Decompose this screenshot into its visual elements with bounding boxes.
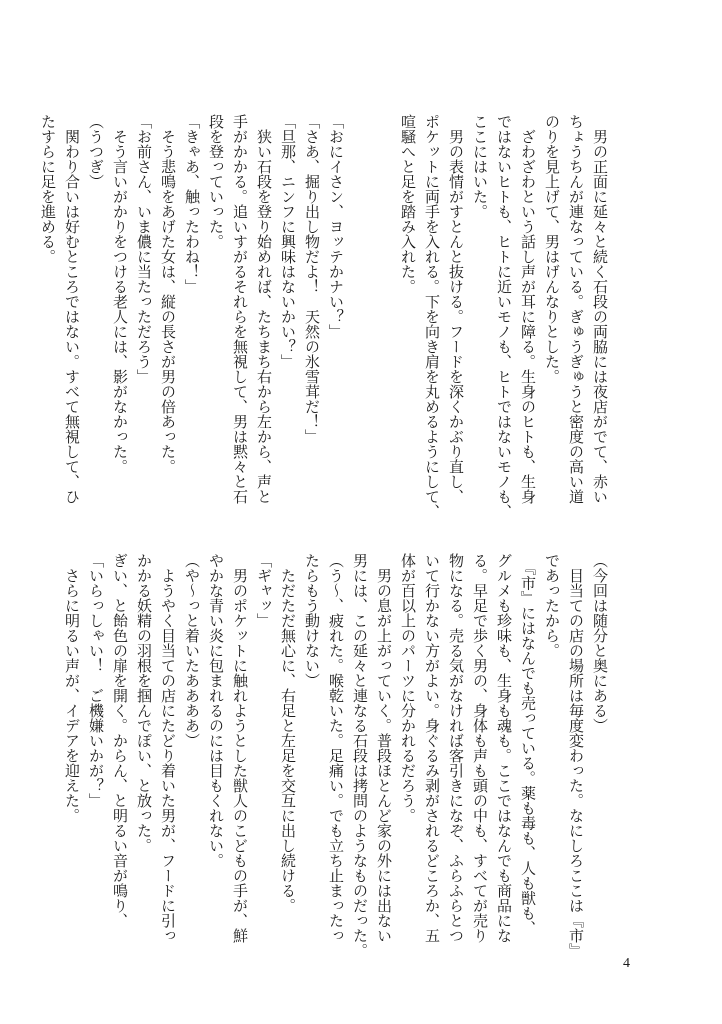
text-line: （う〜、疲れた。喉乾いた。足痛い。でも立ち止まったっ (327, 553, 345, 943)
text-line: 男の表情がすとんと抜ける。フードを深くかぶり直し、 (447, 114, 465, 504)
text-line: 男には、この延々と連なる石段は拷問のようなものだった。 (351, 553, 369, 958)
text-line: ぎい、と飴色の扉を開く。からん、と明るい音が鳴り、 (111, 553, 129, 928)
text-line: 喧騒へと足を踏み入れた。 (399, 114, 417, 294)
text-line: 「旦那、ニンフに興味はないかい？」 (279, 114, 297, 369)
text-line: 狭い石段を登り始めれば、たちまち右から左から、声と (255, 114, 273, 504)
text-line: そう悲鳴をあげた女は、縦の長さが男の倍あった。 (159, 114, 177, 474)
text-line: ここにはいた。 (471, 114, 489, 219)
text-line: （や〜っと着いたああああ） (183, 553, 201, 748)
text-line: のりを見上げて、男はげんなりとした。 (543, 114, 561, 384)
text-line: 段を登っていった。 (207, 114, 225, 249)
text-line (372, 114, 396, 514)
lower-text-block (60, 553, 612, 958)
text-line: 「お前さん、いま儂に当たっただろう」 (135, 114, 153, 384)
upper-text-block (36, 114, 612, 519)
text-line: 「いらっしゃい！ ご機嫌いかが？」 (87, 553, 105, 808)
text-line: 男のポケットに触れようとした獣人のこどもの手が、鮮 (231, 553, 249, 943)
text-line: る。早足で歩く男の、身体も声も頭の中も、すべてが売り (471, 553, 489, 943)
text-line: ようやく目当ての店にたどり着いた男が、フードに引っ (159, 553, 177, 943)
text-line: そう言いがかりをつける老人には、影がなかった。 (111, 114, 129, 474)
page-number: 4 (623, 956, 630, 971)
text-line: 「おにイさン、ヨッテかナい？」 (327, 114, 345, 339)
text-line: 男の息が上がっていく。普段ほとんど家の外には出ない (375, 553, 393, 943)
text-line: かかる妖精の羽根を掴んでぽい、と放った。 (135, 553, 153, 853)
text-line: 「ギャッ」 (255, 553, 273, 628)
text-line: ポケットに両手を入れる。下を向き肩を丸めるようにして、 (423, 114, 441, 519)
text-line: 関わり合いは好むところではない。すべて無視して、ひ (63, 114, 81, 504)
text-line: 「さあ、掘り出し物だよ！ 天然の氷雪茸だ！」 (303, 114, 321, 444)
text-line: 「きゃあ、触ったわね！」 (183, 114, 201, 294)
text-line: 男の正面に延々と続く石段の両脇には夜店がでて、赤い (591, 114, 609, 504)
text-line: ただただ無心に、右足と左足を交互に出し続ける。 (279, 553, 297, 913)
text-line: さらに明るい声が、イデアを迎えた。 (63, 553, 81, 823)
text-line: たすらに足を進める。 (39, 114, 57, 264)
text-line: （うつぎ） (87, 114, 105, 189)
text-line: ではないヒトも、ヒトに近いモノも、ヒトではないモノも、 (495, 114, 513, 519)
text-line: （今回は随分と奥にある） (591, 553, 609, 733)
text-line: 物になる。売る気がなければ客引きになぞ、ふらふらとつ (447, 553, 465, 943)
text-line (348, 114, 372, 514)
text-line: ちょうちんが連なっている。ぎゅうぎゅうと密度の高い道 (567, 114, 585, 504)
text-line: やかな青い炎に包まれるのには目もくれない。 (207, 553, 225, 868)
text-line: いて行かない方がよい。身ぐるみ剥がされるどころか、五 (423, 553, 441, 943)
text-line: ざわざわという話し声が耳に障る。生身のヒトも、生身 (519, 114, 537, 504)
text-line: たらもう動けない） (303, 553, 321, 688)
text-line: であったから。 (543, 553, 561, 658)
text-line: グルメも珍味も、生身も魂も。ここではなんでも商品にな (495, 553, 513, 943)
text-line: 手がかかる。追いすがるそれらを無視して、男は黙々と石 (231, 114, 249, 504)
text-line: 目当ての店の場所は毎度変わった。なにしろここは『市』 (567, 553, 585, 958)
text-line: 体が百以上のパーツに分かれるだろう。 (399, 553, 417, 823)
text-line: 『市』にはなんでも売っている。薬も毒も、人も獣も、 (519, 553, 537, 936)
